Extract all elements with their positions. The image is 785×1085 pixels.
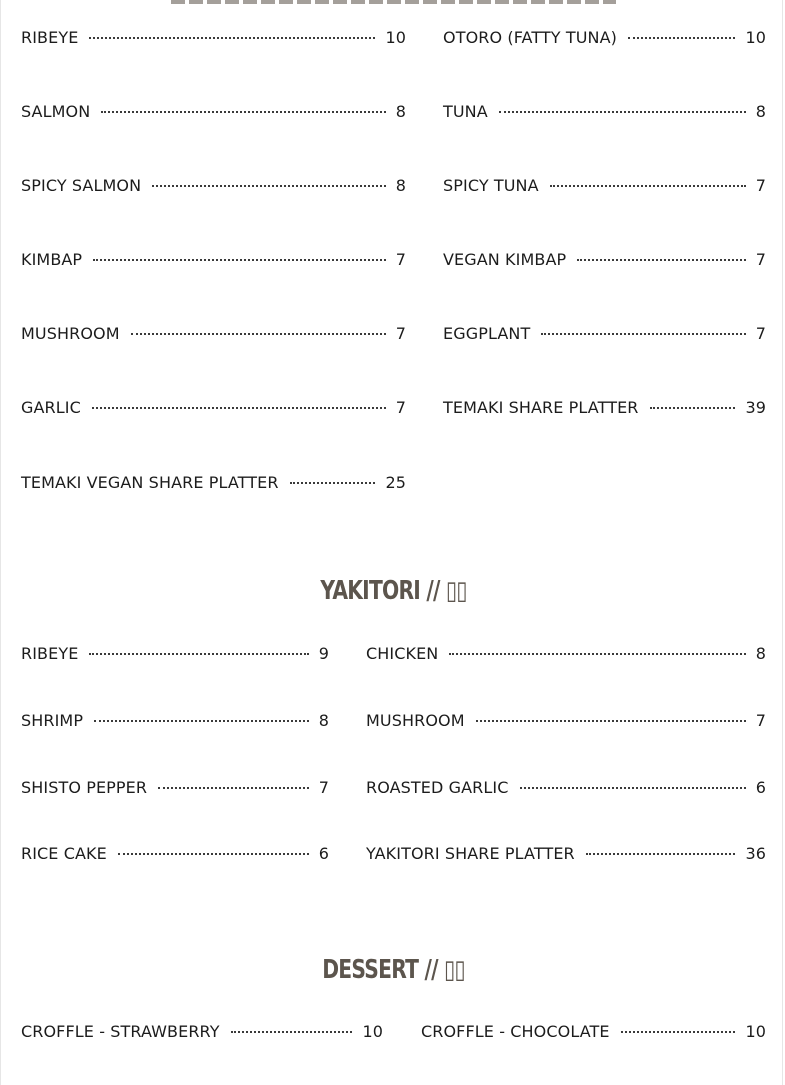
dot-leader [158, 787, 309, 789]
dot-leader [93, 259, 386, 261]
item-name: GARLIC [21, 397, 81, 417]
item-price: 7 [395, 323, 406, 343]
section-title-yakitori: YAKITORI // ▯▯ [320, 576, 467, 606]
temaki-right-column [443, 26, 766, 418]
dot-leader [586, 853, 736, 855]
menu-item [21, 322, 406, 344]
menu-item [366, 642, 766, 664]
menu-item [21, 248, 406, 270]
menu-item [443, 174, 766, 196]
menu-item [366, 776, 766, 798]
dot-leader [231, 1031, 353, 1033]
item-price: 8 [755, 101, 766, 121]
item-name: MUSHROOM [366, 710, 465, 730]
item-price: 10 [745, 1021, 766, 1041]
item-name: OTORO (FATTY TUNA) [443, 27, 618, 47]
menu-item [21, 842, 329, 864]
item-name: EGGPLANT [443, 323, 531, 343]
item-price: 8 [395, 175, 406, 195]
item-name: SPICY TUNA [443, 175, 539, 195]
section-title-dessert: DESSERT // ▯▯ [322, 955, 465, 985]
item-name: CROFFLE - CHOCOLATE [421, 1021, 610, 1041]
dot-leader [520, 787, 746, 789]
dot-leader [499, 111, 746, 113]
item-price: 6 [318, 843, 329, 863]
menu-item [443, 100, 766, 122]
menu-item [21, 100, 406, 122]
item-price: 8 [318, 710, 329, 730]
dessert-left-column [21, 1020, 383, 1042]
item-price: 7 [755, 710, 766, 730]
item-name: KIMBAP [21, 249, 83, 269]
item-name: CROFFLE - STRAWBERRY [21, 1021, 220, 1041]
item-name: MUSHROOM [21, 323, 120, 343]
menu-item [21, 776, 329, 798]
item-name: ROASTED GARLIC [366, 777, 509, 797]
menu-item [443, 248, 766, 270]
item-price: 7 [755, 175, 766, 195]
yakitori-left-column [21, 642, 329, 864]
item-price: 9 [318, 643, 329, 663]
menu-item [21, 642, 329, 664]
item-price: 39 [745, 397, 766, 417]
menu-item [366, 709, 766, 731]
item-price: 7 [395, 249, 406, 269]
item-name: YAKITORI SHARE PLATTER [366, 843, 575, 863]
dot-leader [92, 407, 386, 409]
yakitori-right-column [366, 642, 766, 864]
item-name: TUNA [443, 101, 488, 121]
dot-leader [550, 185, 746, 187]
dot-leader [449, 653, 745, 655]
item-name: RIBEYE [21, 27, 79, 47]
item-price: 7 [318, 777, 329, 797]
menu-item [21, 471, 406, 493]
item-price: 10 [745, 27, 766, 47]
dot-leader [131, 333, 386, 335]
dot-leader [290, 482, 376, 484]
menu-item [443, 322, 766, 344]
dot-leader [152, 185, 386, 187]
menu-item [443, 396, 766, 418]
dessert-right-column [421, 1020, 766, 1042]
item-price: 7 [755, 249, 766, 269]
dot-leader [118, 853, 309, 855]
dot-leader [89, 37, 375, 39]
menu-item [443, 26, 766, 48]
dot-leader [621, 1031, 736, 1033]
cropped-section-heading [171, 0, 616, 4]
menu-item [21, 709, 329, 731]
menu-item [421, 1020, 766, 1042]
item-name: CHICKEN [366, 643, 439, 663]
menu-item [21, 26, 406, 48]
item-name: RIBEYE [21, 643, 79, 663]
dot-leader [476, 720, 746, 722]
item-price: 10 [362, 1021, 383, 1041]
item-name: SPICY SALMON [21, 175, 142, 195]
item-price: 8 [755, 643, 766, 663]
temaki-left-column [21, 26, 406, 493]
item-price: 6 [755, 777, 766, 797]
item-price: 25 [385, 472, 406, 492]
dot-leader [650, 407, 736, 409]
item-price: 7 [755, 323, 766, 343]
menu-item [21, 396, 406, 418]
dot-leader [541, 333, 745, 335]
menu-item [21, 174, 406, 196]
menu-item [366, 842, 766, 864]
dot-leader [101, 111, 385, 113]
item-price: 8 [395, 101, 406, 121]
item-name: SHRIMP [21, 710, 84, 730]
dot-leader [94, 720, 309, 722]
menu-item [21, 1020, 383, 1042]
item-name: TEMAKI VEGAN SHARE PLATTER [21, 472, 279, 492]
item-name: SALMON [21, 101, 91, 121]
item-price: 7 [395, 397, 406, 417]
item-price: 10 [385, 27, 406, 47]
dot-leader [628, 37, 735, 39]
item-name: RICE CAKE [21, 843, 107, 863]
dot-leader [89, 653, 308, 655]
item-name: TEMAKI SHARE PLATTER [443, 397, 639, 417]
dot-leader [577, 259, 745, 261]
item-price: 36 [745, 843, 766, 863]
item-name: SHISTO PEPPER [21, 777, 148, 797]
item-name: VEGAN KIMBAP [443, 249, 567, 269]
